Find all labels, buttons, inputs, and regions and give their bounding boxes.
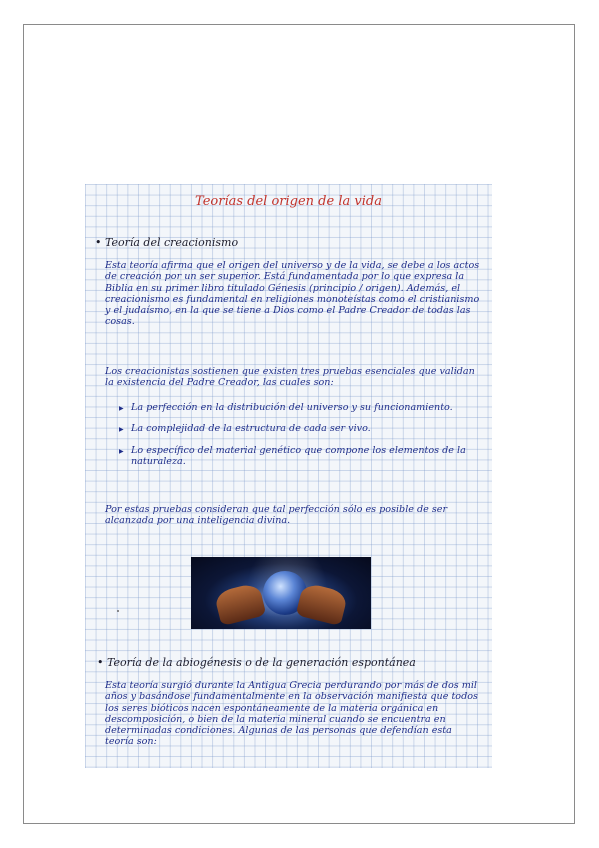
notebook-sheet <box>85 184 492 768</box>
abiogenesis-paragraph: Esta teoría surgió durante la Antigua Grecia perdurando por más de dos mil años y basándose fundamentalmente en la observación manifiesta que todos los seres bióticos nacen espontáneamente de la materia orgánica en descomposición, o bien de la materia mineral cuando se encuentra en determinadas condiciones. Algunas de las personas que defendían esta teoría son: <box>105 680 478 748</box>
creacionismo-paragraph-2: Los creacionistas sostienen que existen tres pruebas esenciales que validan la existencia del Padre Creador, las cuales son: <box>105 366 475 389</box>
evidence-list <box>119 402 481 477</box>
section-heading-creacionismo: • Teoría del creacionismo <box>95 236 239 249</box>
creacionismo-paragraph-1: Esta teoría afirma que el origen del universo y de la vida, se debe a los actos de creación por un ser superior. Está fundamentada por lo que expresa la Biblia en su primer libro titulado Génesis (principio / origen). Además, el creacionismo es fundamental en religiones monoteístas como el cristianismo y el judaísmo, en la que se tiene a Dios como el Padre Creador de todas las cosas. <box>105 260 480 328</box>
creacionismo-paragraph-3: Por estas pruebas consideran que tal perfección sólo es posible de ser alcanzada por una inteligencia divina. <box>105 504 448 527</box>
section-heading-abiogenesis: • Teoría de la abiogénesis o de la generación espontánea <box>97 656 416 669</box>
list-item: ▶ La complejidad de la estructura de cada ser vivo. <box>119 423 481 434</box>
page-title: Teorías del origen de la vida <box>195 194 382 209</box>
creation-image <box>191 557 371 629</box>
stray-dot <box>117 610 119 612</box>
list-item: ▶ La perfección en la distribución del universo y su funcionamiento. <box>119 402 481 413</box>
list-item: ▶ Lo específico del material genético que compone los elementos de la naturaleza. <box>119 445 481 468</box>
